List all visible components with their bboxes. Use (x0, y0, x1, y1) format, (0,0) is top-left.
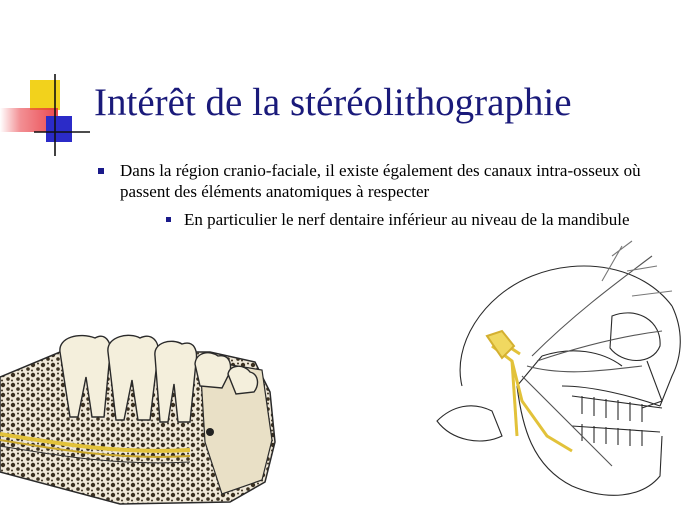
sub-bullet-item (166, 209, 668, 230)
mandible-nerve-illustration (0, 322, 285, 517)
square-bullet-icon (98, 168, 104, 174)
bullet-list (96, 160, 676, 230)
sub-bullet-text: En particulier le nerf dentaire inférieur au niveau de la mandibule (184, 210, 630, 229)
slide-logo-icon (0, 70, 90, 160)
square-bullet-icon (166, 217, 171, 222)
slide-title: Intérêt de la stéréolithographie (94, 81, 572, 124)
bullet-text: Dans la région cranio-faciale, il existe également des canaux intra-osseux où passent des éléments anatomiques à respecter (120, 161, 641, 201)
bullet-item (96, 160, 645, 202)
skull-facial-nerve-illustration (422, 236, 689, 517)
